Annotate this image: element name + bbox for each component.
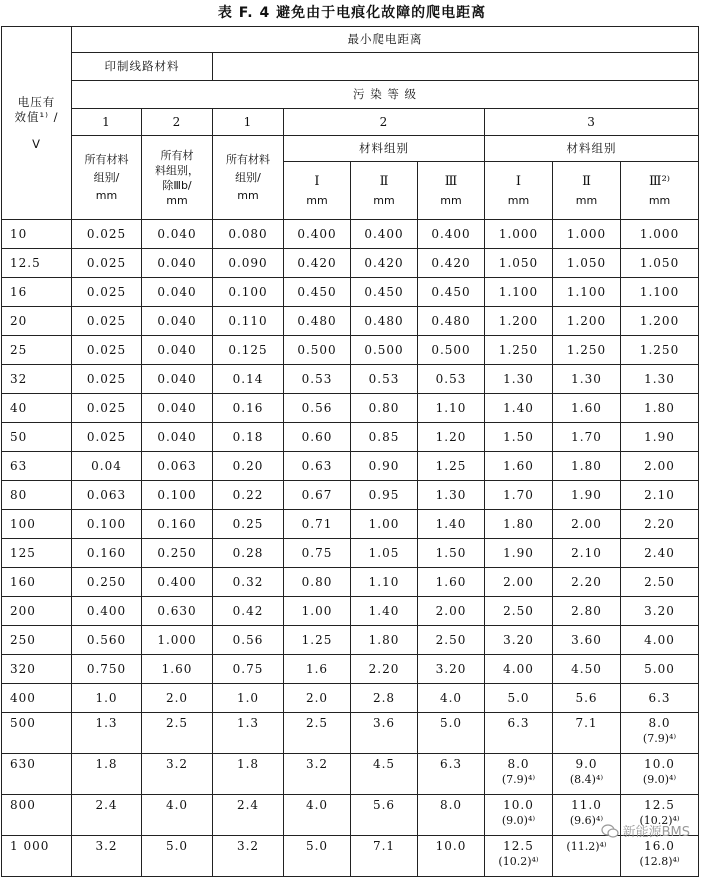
pcb-material-header: 印制线路材料 (72, 53, 213, 81)
creepage-cell: 1.30 (485, 365, 553, 394)
creepage-cell: 0.560 (72, 626, 142, 655)
creepage-value: 12.5 (644, 798, 675, 812)
creepage-note: (12.8)⁴⁾ (639, 855, 680, 868)
creepage-cell: 0.040 (142, 307, 213, 336)
creepage-value: 12.5 (503, 839, 534, 853)
watermark: 新能源BMS (601, 821, 690, 840)
group-2-II: Ⅱ mm (351, 162, 418, 220)
creepage-cell: 0.53 (351, 365, 418, 394)
creepage-cell: 1.80 (553, 452, 621, 481)
creepage-cell: 1.90 (485, 539, 553, 568)
level-1-pcb: 1 (72, 109, 142, 136)
creepage-cell: 0.025 (72, 220, 142, 249)
creepage-cell: 0.040 (142, 278, 213, 307)
group-2-III: Ⅲ mm (418, 162, 485, 220)
creepage-cell: 5.6 (553, 684, 621, 713)
creepage-cell: 1.000 (485, 220, 553, 249)
level-2-pcb: 2 (142, 109, 213, 136)
creepage-cell: 2.40 (621, 539, 699, 568)
creepage-cell: 0.420 (418, 249, 485, 278)
creepage-value: 3.2 (95, 839, 118, 853)
creepage-cell: 0.16 (213, 394, 284, 423)
creepage-cell: 0.420 (351, 249, 418, 278)
creepage-cell: 1.200 (621, 307, 699, 336)
voltage-cell: 20 (2, 307, 72, 336)
creepage-note: (9.6)⁴⁾ (569, 814, 604, 827)
creepage-cell: 1.050 (553, 249, 621, 278)
creepage-cell: 0.160 (72, 539, 142, 568)
creepage-value: 5.0 (305, 839, 329, 853)
creepage-cell: 1.000 (142, 626, 213, 655)
creepage-cell: 3.20 (418, 655, 485, 684)
voltage-cell: 250 (2, 626, 72, 655)
creepage-cell (284, 754, 351, 795)
creepage-value: 5.6 (372, 798, 396, 812)
creepage-cell (351, 795, 418, 836)
creepage-cell: 1.050 (621, 249, 699, 278)
creepage-cell: 0.22 (213, 481, 284, 510)
level-3: 3 (485, 109, 699, 136)
creepage-cell (284, 795, 351, 836)
creepage-value: 8.0 (439, 798, 463, 812)
creepage-cell: 0.630 (142, 597, 213, 626)
creepage-cell: 1.40 (485, 394, 553, 423)
creepage-cell (418, 795, 485, 836)
creepage-value: 4.5 (372, 757, 396, 771)
table-row (2, 278, 699, 307)
creepage-cell: 2.10 (621, 481, 699, 510)
creepage-value: 5.0 (165, 839, 189, 853)
creepage-cell: 0.18 (213, 423, 284, 452)
creepage-cell: 0.14 (213, 365, 284, 394)
creepage-cell: 1.05 (351, 539, 418, 568)
creepage-value: 2.4 (95, 798, 118, 812)
level-1: 1 (213, 109, 284, 136)
creepage-cell: 2.20 (351, 655, 418, 684)
table-row (2, 220, 699, 249)
creepage-cell: 3.20 (621, 597, 699, 626)
creepage-cell (351, 713, 418, 754)
creepage-value: 3.2 (305, 757, 329, 771)
table-row (2, 684, 699, 713)
table-title: 表 F. 4 避免由于电痕化故障的爬电距离 (217, 5, 487, 21)
creepage-cell: 0.025 (72, 249, 142, 278)
creepage-value: 2.5 (305, 716, 329, 730)
voltage-cell: 400 (2, 684, 72, 713)
creepage-table (1, 26, 699, 877)
creepage-value: 4.0 (305, 798, 329, 812)
creepage-cell (142, 754, 213, 795)
voltage-cell: 500 (2, 713, 72, 754)
creepage-cell: 0.56 (284, 394, 351, 423)
creepage-cell: 0.500 (284, 336, 351, 365)
creepage-cell: 1.200 (485, 307, 553, 336)
creepage-cell (142, 795, 213, 836)
creepage-value: 16.0 (644, 839, 675, 853)
creepage-note: (7.9)⁴⁾ (501, 773, 536, 786)
creepage-cell: 2.20 (553, 568, 621, 597)
level-2: 2 (284, 109, 485, 136)
creepage-cell: 2.00 (485, 568, 553, 597)
creepage-cell: 0.63 (284, 452, 351, 481)
voltage-header: 电压有 效值¹⁾ / V (2, 27, 72, 220)
table-row (2, 568, 699, 597)
all-material-groups-header-2: 所有材料 组别/ mm (213, 136, 284, 220)
creepage-cell (72, 754, 142, 795)
creepage-value: 1.8 (236, 757, 260, 771)
creepage-cell: 0.500 (351, 336, 418, 365)
voltage-cell: 25 (2, 336, 72, 365)
creepage-value: 2.4 (236, 798, 260, 812)
voltage-cell: 16 (2, 278, 72, 307)
creepage-cell: 0.25 (213, 510, 284, 539)
creepage-note: (10.2)⁴⁾ (498, 855, 539, 868)
creepage-cell: 1.80 (485, 510, 553, 539)
creepage-cell: 0.100 (72, 510, 142, 539)
creepage-cell: 0.500 (418, 336, 485, 365)
table-row (2, 307, 699, 336)
empty-header-cell (213, 53, 699, 81)
creepage-value: 4.0 (165, 798, 189, 812)
creepage-cell: 5.00 (621, 655, 699, 684)
creepage-cell: 0.080 (213, 220, 284, 249)
wechat-icon (601, 824, 619, 838)
creepage-cell: 1.100 (621, 278, 699, 307)
creepage-cell (72, 836, 142, 877)
creepage-cell: 0.025 (72, 336, 142, 365)
creepage-cell: 0.90 (351, 452, 418, 481)
creepage-cell: 0.063 (72, 481, 142, 510)
table-row (2, 510, 699, 539)
creepage-cell: 0.040 (142, 394, 213, 423)
creepage-cell (621, 754, 699, 795)
creepage-cell: 4.0 (418, 684, 485, 713)
table-row (2, 481, 699, 510)
creepage-cell: 6.3 (621, 684, 699, 713)
material-group-3-header: 材料组别 (485, 136, 699, 162)
group-3-II: Ⅱ mm (553, 162, 621, 220)
creepage-cell: 0.53 (284, 365, 351, 394)
creepage-cell: 0.040 (142, 220, 213, 249)
creepage-cell (418, 713, 485, 754)
creepage-cell: 1.30 (553, 365, 621, 394)
creepage-cell: 1.00 (284, 597, 351, 626)
table-row (2, 394, 699, 423)
creepage-cell: 4.00 (485, 655, 553, 684)
all-material-groups-header: 所有材料 组别/ mm (72, 136, 142, 220)
creepage-cell: 1.25 (284, 626, 351, 655)
creepage-value: 3.2 (165, 757, 189, 771)
creepage-cell: 2.20 (621, 510, 699, 539)
table-row (2, 597, 699, 626)
creepage-cell: 1.10 (351, 568, 418, 597)
table-row (2, 754, 699, 795)
creepage-value: 10.0 (503, 798, 534, 812)
creepage-cell (142, 713, 213, 754)
creepage-value: 1.3 (95, 716, 118, 730)
creepage-cell (553, 754, 621, 795)
creepage-cell: 0.025 (72, 423, 142, 452)
creepage-cell: 0.090 (213, 249, 284, 278)
all-except-IIIb-header: 所有材 料组别， 除Ⅲb/ mm (142, 136, 213, 220)
voltage-cell: 10 (2, 220, 72, 249)
creepage-cell (213, 836, 284, 877)
creepage-cell: 1.250 (485, 336, 553, 365)
creepage-cell (351, 754, 418, 795)
creepage-cell: 0.400 (418, 220, 485, 249)
voltage-cell: 800 (2, 795, 72, 836)
creepage-cell: 0.100 (213, 278, 284, 307)
creepage-value: 8.0 (507, 757, 530, 771)
creepage-cell: 1.250 (553, 336, 621, 365)
creepage-cell: 0.040 (142, 365, 213, 394)
creepage-value: 1.8 (95, 757, 118, 771)
creepage-note: (11.2)⁴⁾ (566, 840, 607, 853)
creepage-cell: 1.90 (621, 423, 699, 452)
creepage-cell (418, 836, 485, 877)
creepage-cell: 1.60 (485, 452, 553, 481)
creepage-cell: 0.80 (284, 568, 351, 597)
creepage-cell (351, 836, 418, 877)
creepage-cell: 0.450 (351, 278, 418, 307)
creepage-cell: 0.56 (213, 626, 284, 655)
creepage-cell (485, 836, 553, 877)
pollution-degree-header: 污 染 等 级 (72, 81, 699, 109)
table-row (2, 249, 699, 278)
creepage-cell: 0.250 (142, 539, 213, 568)
creepage-cell: 0.025 (72, 307, 142, 336)
creepage-value: 6.3 (507, 716, 530, 730)
creepage-cell: 2.50 (418, 626, 485, 655)
creepage-cell: 1.50 (485, 423, 553, 452)
creepage-cell: 1.100 (485, 278, 553, 307)
creepage-cell: 0.80 (351, 394, 418, 423)
table-row (2, 365, 699, 394)
creepage-cell (485, 713, 553, 754)
creepage-cell: 1.80 (621, 394, 699, 423)
creepage-cell: 1.00 (351, 510, 418, 539)
creepage-cell: 1.70 (485, 481, 553, 510)
creepage-cell: 4.00 (621, 626, 699, 655)
material-group-2-header: 材料组别 (284, 136, 485, 162)
voltage-cell: 100 (2, 510, 72, 539)
creepage-note: (8.4)⁴⁾ (569, 773, 604, 786)
creepage-cell (284, 836, 351, 877)
creepage-note: (9.0)⁴⁾ (501, 814, 536, 827)
creepage-cell: 0.040 (142, 336, 213, 365)
creepage-cell (213, 795, 284, 836)
creepage-value: 7.1 (575, 716, 598, 730)
creepage-cell: 1.90 (553, 481, 621, 510)
creepage-cell: 0.400 (72, 597, 142, 626)
creepage-cell (553, 713, 621, 754)
creepage-cell: 1.0 (213, 684, 284, 713)
creepage-cell: 0.480 (284, 307, 351, 336)
table-row (2, 452, 699, 481)
creepage-value: 7.1 (372, 839, 396, 853)
creepage-cell: 2.00 (621, 452, 699, 481)
creepage-cell: 0.42 (213, 597, 284, 626)
table-row (2, 539, 699, 568)
creepage-cell: 0.20 (213, 452, 284, 481)
creepage-value: 10.0 (644, 757, 675, 771)
creepage-cell: 0.110 (213, 307, 284, 336)
creepage-cell: 0.71 (284, 510, 351, 539)
creepage-cell: 1.40 (418, 510, 485, 539)
creepage-cell (72, 713, 142, 754)
creepage-cell: 2.50 (621, 568, 699, 597)
creepage-cell: 0.450 (284, 278, 351, 307)
creepage-cell: 0.04 (72, 452, 142, 481)
creepage-value: 1.3 (236, 716, 260, 730)
creepage-cell: 0.025 (72, 394, 142, 423)
creepage-cell: 0.750 (72, 655, 142, 684)
creepage-cell: 0.025 (72, 278, 142, 307)
creepage-cell: 0.100 (142, 481, 213, 510)
creepage-cell: 0.85 (351, 423, 418, 452)
creepage-value: 8.0 (648, 716, 671, 730)
creepage-cell (621, 836, 699, 877)
group-2-I: Ⅰ mm (284, 162, 351, 220)
creepage-cell: 1.50 (418, 539, 485, 568)
creepage-note: (10.2)⁴⁾ (639, 814, 680, 827)
creepage-cell: 0.480 (418, 307, 485, 336)
creepage-cell: 2.50 (485, 597, 553, 626)
creepage-value: 5.0 (439, 716, 463, 730)
creepage-cell: 3.20 (485, 626, 553, 655)
table-row (2, 626, 699, 655)
creepage-cell: 1.60 (142, 655, 213, 684)
voltage-cell: 63 (2, 452, 72, 481)
creepage-cell: 0.53 (418, 365, 485, 394)
creepage-cell: 1.40 (351, 597, 418, 626)
creepage-value: 2.5 (165, 716, 189, 730)
creepage-cell (418, 754, 485, 795)
creepage-cell (213, 754, 284, 795)
creepage-cell: 0.400 (142, 568, 213, 597)
min-creepage-header: 最小爬电距离 (72, 27, 699, 53)
creepage-cell: 2.10 (553, 539, 621, 568)
table-row (2, 655, 699, 684)
table-row (2, 836, 699, 877)
creepage-cell: 0.040 (142, 249, 213, 278)
creepage-cell: 0.040 (142, 423, 213, 452)
creepage-value: 9.0 (575, 757, 598, 771)
creepage-cell: 1.20 (418, 423, 485, 452)
creepage-cell: 2.0 (284, 684, 351, 713)
creepage-cell: 2.00 (553, 510, 621, 539)
creepage-cell (72, 795, 142, 836)
creepage-cell: 0.063 (142, 452, 213, 481)
creepage-cell: 1.60 (418, 568, 485, 597)
creepage-cell: 1.6 (284, 655, 351, 684)
creepage-cell: 1.25 (418, 452, 485, 481)
voltage-cell: 630 (2, 754, 72, 795)
creepage-cell: 0.95 (351, 481, 418, 510)
voltage-cell: 80 (2, 481, 72, 510)
voltage-cell: 200 (2, 597, 72, 626)
table-row (2, 423, 699, 452)
creepage-cell: 3.60 (553, 626, 621, 655)
creepage-cell: 1.250 (621, 336, 699, 365)
group-3-I: Ⅰ mm (485, 162, 553, 220)
creepage-cell: 2.0 (142, 684, 213, 713)
creepage-cell (621, 713, 699, 754)
creepage-cell: 0.67 (284, 481, 351, 510)
creepage-cell: 0.28 (213, 539, 284, 568)
creepage-cell: 1.80 (351, 626, 418, 655)
creepage-cell: 0.400 (351, 220, 418, 249)
creepage-cell: 1.30 (621, 365, 699, 394)
creepage-cell (485, 795, 553, 836)
voltage-cell: 125 (2, 539, 72, 568)
creepage-cell: 0.480 (351, 307, 418, 336)
creepage-cell: 0.250 (72, 568, 142, 597)
table-row (2, 336, 699, 365)
creepage-cell: 1.0 (72, 684, 142, 713)
creepage-cell: 0.60 (284, 423, 351, 452)
creepage-cell: 0.32 (213, 568, 284, 597)
creepage-cell: 1.10 (418, 394, 485, 423)
table-row (2, 713, 699, 754)
creepage-cell: 5.0 (485, 684, 553, 713)
creepage-cell: 0.75 (213, 655, 284, 684)
creepage-cell: 0.75 (284, 539, 351, 568)
creepage-cell: 0.160 (142, 510, 213, 539)
creepage-cell: 1.60 (553, 394, 621, 423)
creepage-value: 11.0 (571, 798, 602, 812)
table-row (2, 795, 699, 836)
creepage-value: 6.3 (439, 757, 463, 771)
voltage-cell: 12.5 (2, 249, 72, 278)
creepage-cell: 1.70 (553, 423, 621, 452)
creepage-cell: 1.30 (418, 481, 485, 510)
creepage-note: (7.9)⁴⁾ (642, 732, 677, 745)
creepage-cell: 0.420 (284, 249, 351, 278)
creepage-cell: 2.80 (553, 597, 621, 626)
voltage-cell: 40 (2, 394, 72, 423)
creepage-cell (142, 836, 213, 877)
creepage-cell: 0.450 (418, 278, 485, 307)
group-3-III: Ⅲ²⁾ mm (621, 162, 699, 220)
voltage-cell: 320 (2, 655, 72, 684)
voltage-cell: 1 000 (2, 836, 72, 877)
creepage-value: 3.2 (236, 839, 260, 853)
creepage-cell: 1.100 (553, 278, 621, 307)
creepage-cell: 2.00 (418, 597, 485, 626)
creepage-cell (485, 754, 553, 795)
creepage-value: 10.0 (435, 839, 467, 853)
creepage-cell: 2.8 (351, 684, 418, 713)
creepage-cell: 1.000 (621, 220, 699, 249)
creepage-cell (213, 713, 284, 754)
creepage-note: (9.0)⁴⁾ (642, 773, 677, 786)
creepage-cell: 0.125 (213, 336, 284, 365)
creepage-cell: 1.200 (553, 307, 621, 336)
creepage-cell: 1.000 (553, 220, 621, 249)
voltage-cell: 32 (2, 365, 72, 394)
creepage-cell: 1.050 (485, 249, 553, 278)
voltage-cell: 50 (2, 423, 72, 452)
creepage-cell: 4.50 (553, 655, 621, 684)
creepage-cell: 0.400 (284, 220, 351, 249)
voltage-cell: 160 (2, 568, 72, 597)
creepage-cell: 0.025 (72, 365, 142, 394)
creepage-cell (553, 836, 621, 877)
creepage-cell (284, 713, 351, 754)
creepage-value: 3.6 (372, 716, 396, 730)
